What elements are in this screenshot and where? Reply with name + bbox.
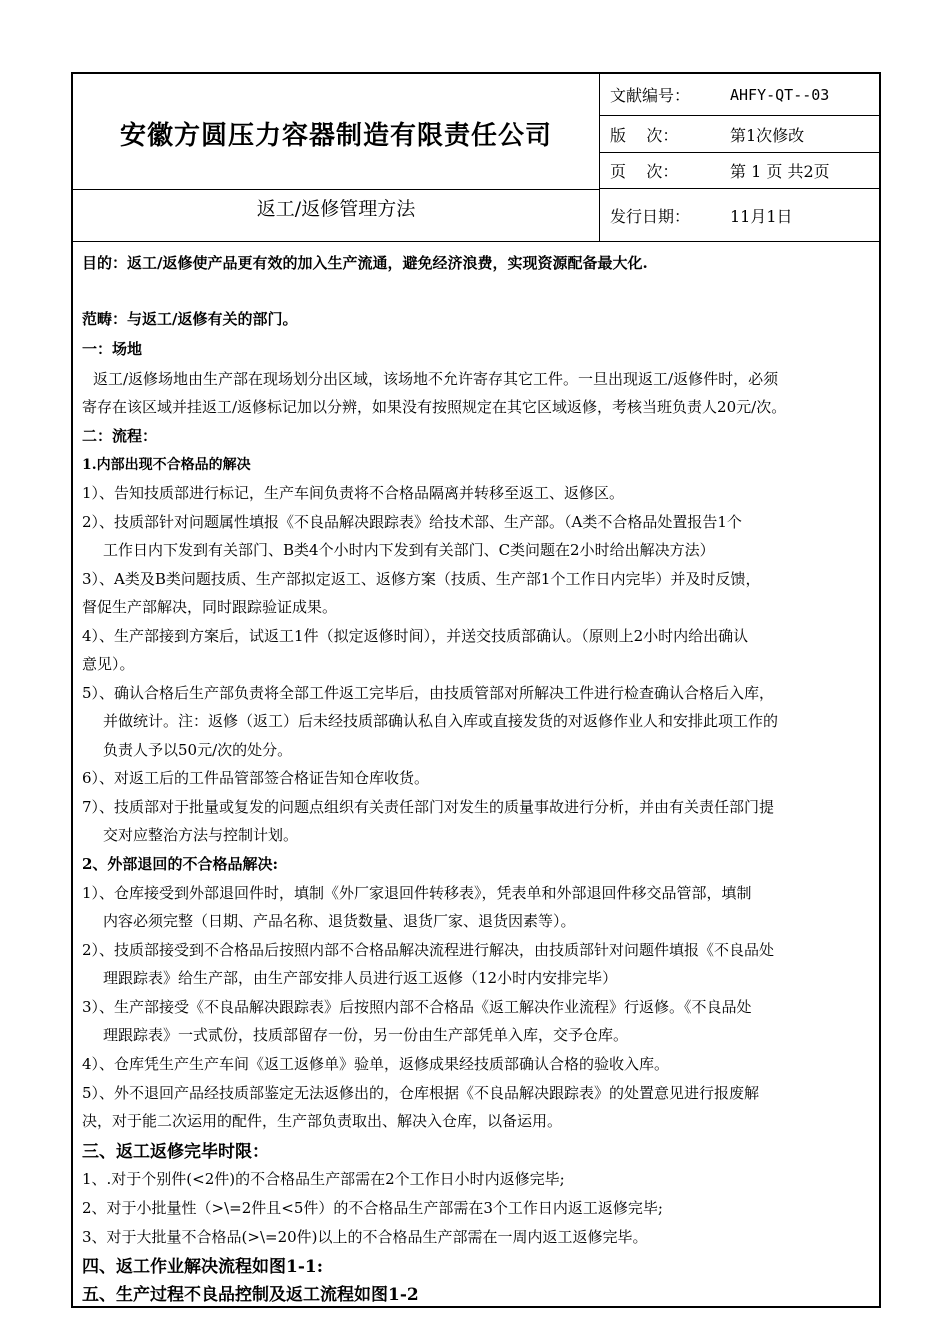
company-name: 安徽方圆压力容器制造有限责任公司	[73, 74, 599, 190]
list-item-cont: 意见）。	[82, 655, 135, 673]
list-item: 1）、仓库接受到外部退回件时，填制《外厂家退回件转移表》，凭表单和外部退回件移交品管部，填制	[82, 884, 752, 902]
section-4-title: 四、返工作业解决流程如图1-1:	[82, 1257, 323, 1277]
list-item: 4）、生产部接到方案后，试返工1件（拟定返修时间），并送交技质部确认。（原则上2小时内给出确认	[82, 627, 749, 645]
subsection-2-1-title: 1.内部出现不合格品的解决	[82, 457, 251, 473]
version-value: 第1次修改	[730, 125, 805, 145]
list-item-cont: 督促生产部解决，同时跟踪验证成果。	[82, 598, 338, 616]
section-1-title: 一：场地	[82, 340, 143, 358]
list-item: 1、.对于个别件(<2件)的不合格品生产部需在2个工作日小时内返修完毕;	[82, 1170, 565, 1188]
header-row-issue-date	[600, 189, 881, 242]
doc-number-label: 文献编号：	[610, 86, 691, 105]
document-title: 返工/返修管理方法	[256, 198, 416, 220]
list-item: 5）、确认合格后生产部负责将全部工件返工完毕后，由技质管部对所解决工件进行检查确认合格后入库，	[82, 684, 775, 702]
header-left	[73, 74, 600, 242]
list-item-cont: 并做统计。注：返修（返工）后未经技质部确认私自入库或直接发货的对返修作业人和安排此项工作的	[103, 712, 779, 730]
section-2-title: 二：流程：	[82, 427, 158, 445]
list-item: 1）、告知技质部进行标记，生产车间负责将不合格品隔离并转移至返工、返修区。	[82, 484, 625, 502]
list-item-cont: 理跟踪表》一式贰份，技质部留存一份，另一份由生产部凭单入库，交予仓库。	[103, 1026, 629, 1044]
list-item-cont: 决，对于能二次运用的配件，生产部负责取出、解决入仓库，以备运用。	[82, 1112, 563, 1130]
header-row-doc-number	[600, 74, 881, 116]
list-item-cont: 理跟踪表》给生产部，由生产部安排人员进行返工返修（12小时内安排完毕）	[103, 969, 618, 987]
section-1-para-line-1: 返工/返修场地由生产部在现场划分出区域，该场地不允许寄存其它工件。一旦出现返工/返修件时，必须	[93, 370, 779, 388]
list-item: 2）、技质部针对问题属性填报《不良品解决跟踪表》给技术部、生产部。（A类不合格品处置报告1个	[82, 513, 742, 531]
doc-number-value: AHFY-QT--03	[730, 85, 830, 104]
list-item: 3、对于大批量不合格品(>\=20件)以上的不合格品生产部需在一周内返工返修完毕。	[82, 1228, 648, 1246]
list-item: 3）、生产部接受《不良品解决跟踪表》后按照内部不合格品《返工解决作业流程》行返修。《不良品处	[82, 998, 752, 1016]
issue-date-label: 发行日期：	[610, 207, 691, 226]
document-frame	[71, 72, 881, 1308]
list-item: 2）、技质部接受到不合格品后按照内部不合格品解决流程进行解决，由技质部针对问题件填报《不良品处	[82, 941, 775, 959]
scope-text: 范畴：与返工/返修有关的部门。	[82, 310, 298, 328]
purpose-text: 目的：返工/返修使产品更有效的加入生产流通，避免经济浪费，实现资源配备最大化.	[82, 254, 648, 272]
header-info	[600, 74, 881, 242]
list-item: 5）、外不退回产品经技质部鉴定无法返修出的，仓库根据《不良品解决跟踪表》的处置意见进行报废解	[82, 1084, 760, 1102]
list-item: 4）、仓库凭生产生产车间《返工返修单》验单，返修成果经技质部确认合格的验收入库。	[82, 1055, 670, 1073]
page-label: 页 次：	[610, 162, 679, 181]
version-label: 版 次：	[610, 125, 679, 145]
list-item: 3）、A类及B类问题技质、生产部拟定返工、返修方案（技质、生产部1个工作日内完毕）并及时反馈，	[82, 570, 761, 588]
section-1-para-line-2: 寄存在该区域并挂返工/返修标记加以分辨，如果没有按照规定在其它区域返修，考核当班负责人20元/次。	[82, 398, 787, 416]
section-3-title: 三、返工返修完毕时限：	[82, 1142, 269, 1162]
list-item: 6）、对返工后的工件品管部签合格证告知仓库收货。	[82, 769, 430, 787]
issue-date-value: 11月1日	[730, 207, 793, 226]
list-item-cont: 内容必须完整（日期、产品名称、退货数量、退货厂家、退货因素等）。	[103, 912, 576, 930]
list-item: 2、对于小批量性（>\=2件且<5件）的不合格品生产部需在3个工作日内返工返修完毕;	[82, 1199, 663, 1217]
page-value: 第 1 页 共2页	[730, 162, 830, 181]
list-item-cont: 负责人予以50元/次的处分。	[103, 741, 293, 759]
list-item-cont: 工作日内下发到有关部门、B类4个小时内下发到有关部门、C类问题在2小时给出解决方法）	[103, 541, 715, 559]
header-row-page	[600, 153, 881, 189]
subsection-2-2-title: 2、外部退回的不合格品解决:	[82, 855, 278, 873]
list-item-cont: 交对应整治方法与控制计划。	[103, 826, 299, 844]
list-item: 7）、技质部对于批量或复发的问题点组织有关责任部门对发生的质量事故进行分析，并由有关责任部门提	[82, 798, 775, 816]
section-5-title: 五、生产过程不良品控制及返工流程如图1-2	[82, 1285, 419, 1305]
header-row-version	[600, 116, 881, 153]
